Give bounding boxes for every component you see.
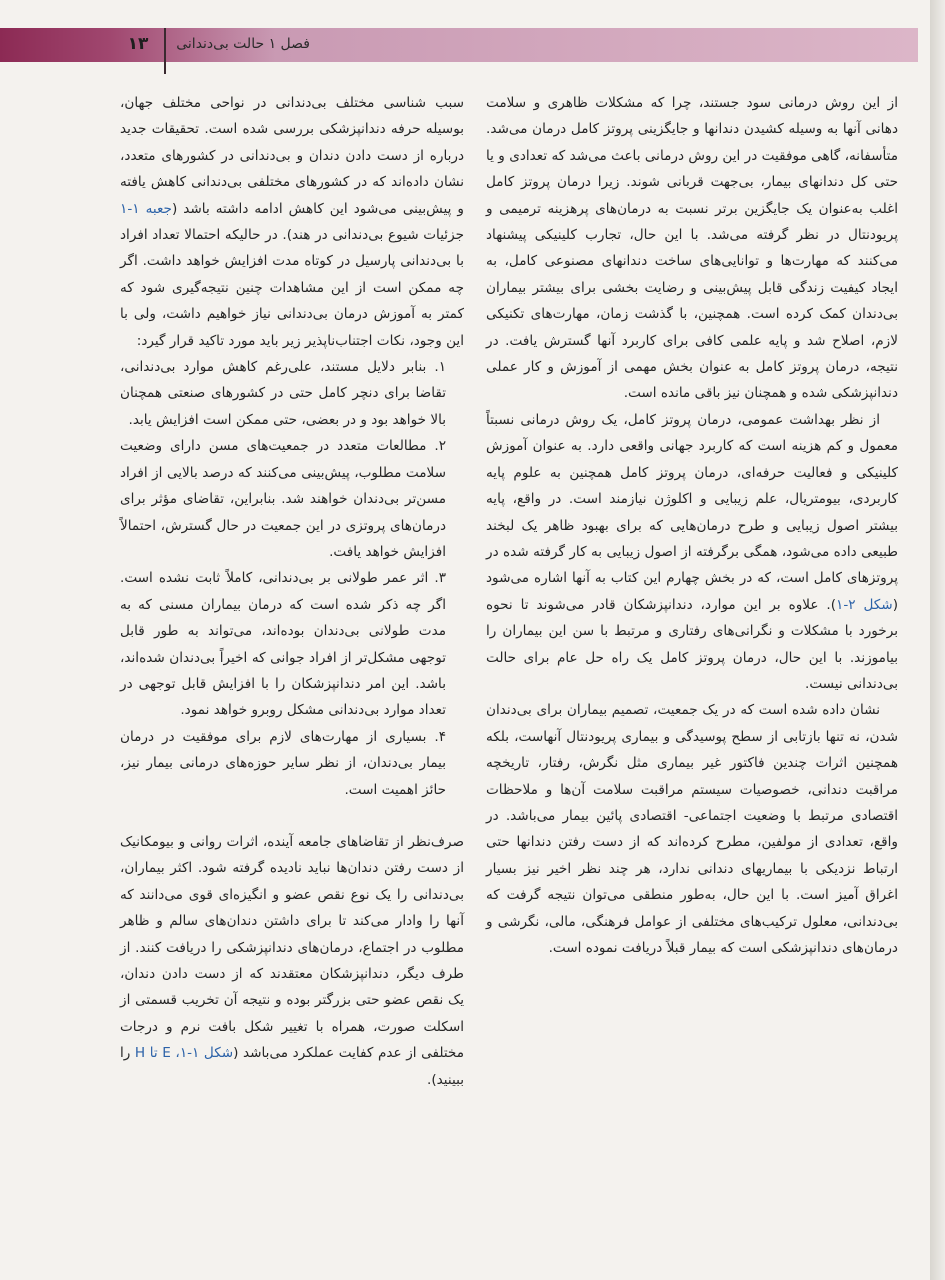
paragraph <box>486 407 898 697</box>
page-number: ۱۳ <box>127 34 149 54</box>
list-item: ۴. بسیاری از مهارت‌های لازم برای موفقیت در درمان بیمار بی‌دندان، از نظر سایر حوزه‌های درمانی بیمار نیز، حائز اهمیت است. <box>120 728 446 798</box>
paragraph: از این روش درمانی سود جستند، چرا که مشکلات ظاهری و سلامت دهانی آنها به وسیله کشیدن دندانها و جایگزینی پروتز کامل درمان می‌شد. متأسفانه، گاهی موفقیت در این روش درمانی باعث می‌شد که تعدادی و یا حتی کل دندانهای بیمار، بی‌جهت قربانی شوند. زیرا درمان پروتز کامل اغلب به‌عنوان یک جایگزین برتر نسبت به درمان‌های پرهزینه ترمیمی و پریودنتال در نظر گرفته می‌شد. با این حال، تجارب کلینیکی پیشنهاد می‌کنند که مهارت‌ها و توانایی‌های ساخت دندانهای مصنوعی کامل، به ایجاد کیفیت زندگی قابل پیش‌بینی و رضایت بخشی برای بیشتر بیماران بی‌دندان کمک کرده است. همچنین، با گذشت زمان، مهارت‌های تکنیکی لازم، اصلاح شد و پایه علمی کافی برای کاربرد آنها گسترش یافت. در نتیجه، درمان پروتز کامل به عنوان بخش مهمی از آموزش و کار عملی دندانپزشکی شده و همچنان نیز باقی مانده است. <box>486 95 898 402</box>
header-divider <box>164 28 166 74</box>
right-text-column <box>486 90 898 961</box>
figure-reference-link[interactable]: شکل ۱-۱، E تا H <box>134 1045 234 1062</box>
paragraph-text: ). علاوه بر این موارد، دندانپزشکان قادر می‌شوند تا نحوه برخورد با مشکلات و نگرانی‌های رفتاری و مرتبط با سن این بیماران را بیاموزند. با این حال، درمان پروتز کامل یک راه حل عام برای حالت بی‌دندانی نیست. <box>486 596 898 692</box>
box-reference-link[interactable]: جعبه ۱-۱ <box>120 200 172 217</box>
list-item: ۱. بنابر دلایل مستند، علی‌رغم کاهش موارد بی‌دندانی، تقاضا برای دنچر کامل حتی در کشورهای صنعتی همچنان بالا خواهد بود و در بعضی، حتی ممکن است افزایش یابد. <box>120 359 446 428</box>
paragraph-text: را ببینید). <box>120 1045 464 1088</box>
numbered-list <box>120 354 464 803</box>
paragraph <box>120 90 464 354</box>
chapter-title: فصل ۱ حالت بی‌دندانی <box>176 36 310 52</box>
left-text-column <box>120 90 464 1093</box>
paragraph <box>120 829 464 1093</box>
list-item: ۲. مطالعات متعدد در جمعیت‌های مسن دارای وضعیت سلامت مطلوب، پیش‌بینی می‌کنند که درصد بالایی از افراد مسن‌تر بی‌دندان خواهند شد. بنابراین، تقاضای مؤثر برای درمان‌های پروتزی در این جمعیت در حال گسترش، احتمالاً افزایش خواهد یافت. <box>120 438 446 560</box>
figure-reference-link[interactable]: شکل ۲-۱ <box>836 596 893 613</box>
paragraph-text: صرف‌نظر از تقاضاهای جامعه آینده، اثرات روانی و بیومکانیک از دست رفتن دندان‌ها نباید نادیده گرفته شود. اکثر بیماران، بی‌دندانی را یک نوع نقص عضو و انگیزه‌ای قوی می‌دانند که آنها را وادار می‌کند تا برای داشتن دندان‌های سالم و ظاهر مطلوب در اجتماع، درمان‌های دندانپزشکی را دریافت کنند. از طرف دیگر، دندانپزشکان معتقدند که از دست دادن دندان، یک نقص عضو حتی بزرگتر بوده و نتیجه آن تخریب قسمتی از اسکلت صورت، همراه با تغییر شکل بافت نرم و درجات مختلفی از عدم کفایت عملکرد می‌باشد ( <box>120 833 464 1062</box>
paragraph-text: از نظر بهداشت عمومی، درمان پروتز کامل، یک روش درمانی نسبتاً معمول و کم هزینه است که کاربرد جهانی واقعی دارد. به عنوان آموزش کلینیکی و فعالیت حرفه‌ای، درمان پروتز کامل همچنین به علوم پایه کاربردی، بیومتریال، علم زیبایی و اکلوژن نیازمند است. در واقع، پایه بیشتر اصول زیبایی و طرح درمان‌هایی که برای بهبود ظاهر یک لبخند طبیعی داده می‌شود، همگی برگرفته از اصول زیبایی به کار گرفته شده در پروتزهای کامل است، که در بخش چهارم این کتاب به آنها اشاره می‌شود ( <box>486 411 898 613</box>
paragraph-text: سبب شناسی مختلف بی‌دندانی در نواحی مختلف جهان، بوسیله حرفه دندانپزشکی بررسی شده است. تحقیقات جدید درباره از دست دادن دندان و بی‌دندانی در کشورهای متعدد، نشان داده‌اند که در کشورهای مختلفی بی‌دندانی کاهش یافته و پیش‌بینی می‌شود این کاهش ادامه داشته باشد ( <box>120 95 464 217</box>
paragraph-text: جزئیات شیوع بی‌دندانی در هند). در حالیکه احتمالا تعداد افراد با بی‌دندانی پارسیل در کوتاه مدت افزایش خواهد داشت. اگر چه ممکن است از این مشاهدات چنین نتیجه‌گیری شود که کمتر به آموزش درمان بی‌دندانی نیاز خواهیم داشت، ولی با این وجود، نکات اجتناب‌ناپذیر زیر باید مورد تاکید قرار گیرد: <box>120 227 464 349</box>
page-edge <box>930 0 945 1280</box>
list-item: ۳. اثر عمر طولانی بر بی‌دندانی، کاملاً ثابت نشده است. اگر چه ذکر شده است که درمان بیماران مسنی که به مدت طولانی بی‌دندان بوده‌اند، می‌تواند به طور قابل توجهی مشکل‌تر از افراد جوانی که اخیراً بی‌دندان شده‌اند، باشد. این امر دندانپزشکان را با افزایش قابل توجهی در تعداد موارد بی‌دندانی مشکل روبرو خواهد نمود. <box>120 570 446 719</box>
paragraph: نشان داده شده است که در یک جمعیت، تصمیم بیماران برای بی‌دندان شدن، نه تنها بازتابی از سطح پوسیدگی و بیماری پریودنتال آنهاست، بلکه همچنین اثرات چندین فاکتور غیر بیماری مثل نگرش، رفتار، تاریخچه مراقبت دندانی، خصوصیات سیستم مراقبت سلامت آن‌ها و ملاحظات اقتصادی مرتبط با وضعیت اجتماعی- اقتصادی پائین بیمار می‌باشد. در واقع، تعدادی از مولفین، مطرح کرده‌اند که از دست رفتن دندانها حتی ارتباط نزدیکی با بیماریهای دندانی ندارد، هر چند نظر اخیر نیز بسیار اغراق آمیز است. با این حال، به‌طور منطقی می‌توان نتیجه گرفت که بی‌دندانی، معلول ترکیب‌های مختلفی از عوامل فرهنگی، مالی، نگرشی و درمان‌های دندانپزشکی است که بیمار قبلاً دریافت نموده است. <box>486 702 898 956</box>
